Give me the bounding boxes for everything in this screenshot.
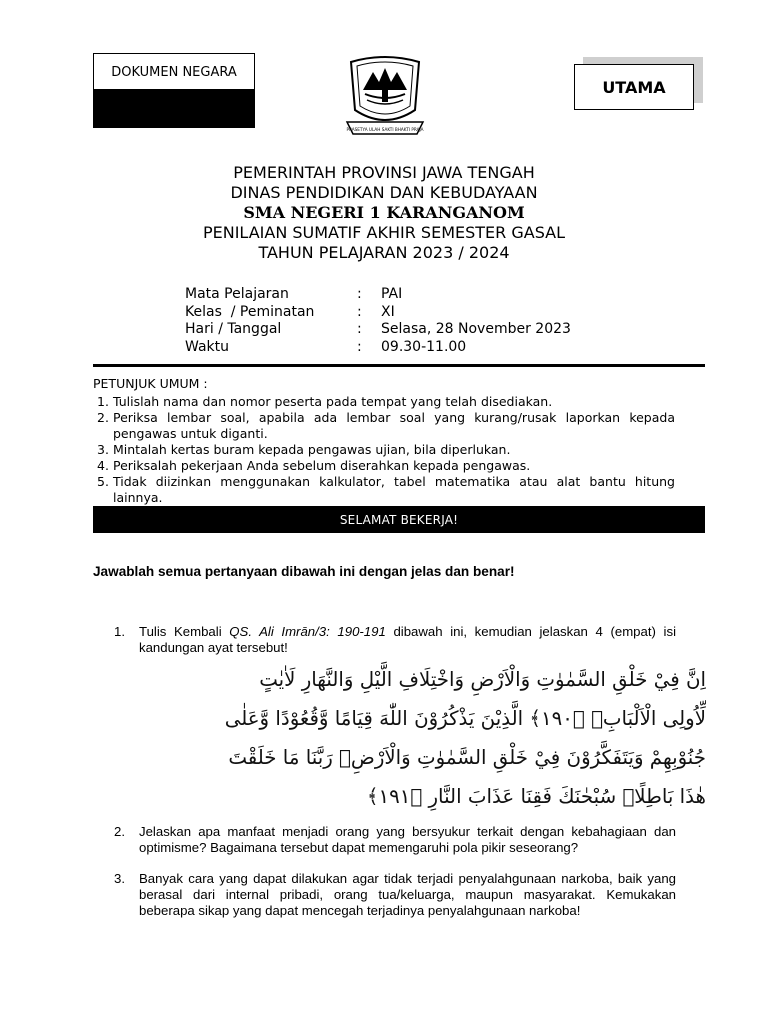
- instruction-number: 1.: [97, 394, 109, 409]
- instruction-item: [93, 394, 675, 410]
- verse-line: هٰذَا بَاطِلًاۚ سُبْحٰنَكَ فَقِنَا عَذَابَ النَّارِ ﴿١٩١﴾: [366, 785, 706, 808]
- question-number: 1.: [114, 624, 125, 639]
- meta-key: Waktu: [185, 338, 229, 355]
- instruction-number: 4.: [97, 458, 109, 473]
- instruction-item: [93, 442, 675, 458]
- exam-header: [0, 163, 768, 263]
- question-1-post: dibawah ini, kemudian jelaskan 4 (empat) isi kandungan ayat tersebut!: [139, 624, 676, 655]
- question-3: [114, 871, 676, 919]
- question-text: [139, 624, 676, 656]
- exam-meta: [185, 286, 571, 356]
- header-department: DINAS PENDIDIKAN DAN KEBUDAYAAN: [230, 183, 538, 202]
- question-text: Jelaskan apa manfaat menjadi orang yang bersyukur terkait dengan kebahagiaan dan optimisme? Bagaimana tersebut dapat memengaruhi pola pikir seseorang?: [139, 824, 676, 855]
- instructions-title: PETUNJUK UMUM :: [93, 376, 208, 391]
- logo-motto-text: PRASETYA ULAH SAKTI BHAKTI PRAJA: [346, 127, 424, 132]
- meta-value: 09.30-11.00: [381, 338, 467, 355]
- answer-instruction: Jawablah semua pertanyaan dibawah ini dengan jelas dan benar!: [93, 564, 515, 579]
- header-divider: [93, 364, 705, 367]
- meta-colon: :: [357, 321, 362, 337]
- instruction-text: Mintalah kertas buram kepada pengawas ujian, bila diperlukan.: [113, 442, 511, 457]
- instruction-text: Periksa lembar soal, apabila ada lembar soal yang kurang/rusak laporkan kepada pengawas untuk diganti.: [113, 410, 675, 441]
- document-classification-bar: [94, 89, 254, 127]
- province-seal-logo: [343, 50, 427, 140]
- header-government: PEMERINTAH PROVINSI JAWA TENGAH: [233, 163, 535, 182]
- question-text: Banyak cara yang dapat dilakukan agar tidak terjadi penyalahgunaan narkoba, baik yang berasal dari internal pribadi, orang tua/keluarga, maupun masyarakat. Kemukakan beberapa sikap yang dapat mencegah terjadinya penyalahgunaan narkoba!: [139, 871, 676, 918]
- quran-reference: QS. Ali Imrān/3: 190-191: [229, 624, 386, 639]
- instruction-item: [93, 410, 675, 442]
- utama-label: UTAMA: [574, 64, 694, 110]
- general-instructions: [93, 376, 675, 506]
- meta-value: XI: [381, 303, 395, 320]
- meta-row-subject: [185, 286, 571, 304]
- meta-value: PAI: [381, 286, 403, 302]
- meta-row-time: [185, 339, 571, 357]
- header-assessment: PENILAIAN SUMATIF AKHIR SEMESTER GASAL: [202, 223, 565, 242]
- header-school-name: SMA NEGERI 1 KARANGANOM: [243, 203, 525, 222]
- quran-verse-image: [182, 660, 706, 816]
- document-classification-label: DOKUMEN NEGARA: [111, 64, 237, 80]
- verse-line: لِّاُولِى الْاَلْبَابِۙ ﴿١٩٠﴾ الَّذِيْنَ يَذْكُرُوْنَ اللّٰهَ قِيَامًا وَّقُعُوْدًا وَّعَلٰى: [224, 707, 706, 730]
- meta-row-date: [185, 321, 571, 339]
- meta-colon: :: [357, 303, 362, 320]
- instruction-item: [93, 474, 675, 506]
- meta-value: Selasa, 28 November 2023: [381, 321, 571, 337]
- instruction-text: Tidak diizinkan menggunakan kalkulator, tabel matematika atau alat bantu hitung lainnya.: [113, 474, 675, 505]
- question-number: 2.: [114, 824, 125, 839]
- meta-key: Kelas / Peminatan: [185, 303, 315, 320]
- instruction-text: Periksalah pekerjaan Anda sebelum diserahkan kepada pengawas.: [113, 458, 531, 473]
- instruction-number: 3.: [97, 442, 109, 457]
- verse-line: اِنَّ فِيْ خَلْقِ السَّمٰوٰتِ وَالْاَرْضِ وَاخْتِلَافِ الَّيْلِ وَالنَّهَارِ لَاٰيٰتٍ: [259, 668, 706, 691]
- meta-key: Hari / Tanggal: [185, 321, 282, 337]
- instruction-text: Tulislah nama dan nomor peserta pada tempat yang telah disediakan.: [113, 394, 553, 409]
- instructions-list: [93, 394, 675, 506]
- meta-colon: :: [357, 286, 362, 302]
- meta-colon: :: [357, 338, 362, 355]
- instruction-number: 5.: [97, 474, 109, 489]
- instruction-item: [93, 458, 675, 474]
- question-number: 3.: [114, 871, 125, 886]
- header-academic-year: TAHUN PELAJARAN 2023 / 2024: [258, 243, 510, 262]
- meta-row-class: [185, 304, 571, 322]
- meta-key: Mata Pelajaran: [185, 286, 289, 302]
- question-1-pre: Tulis Kembali: [139, 624, 230, 639]
- good-luck-banner: SELAMAT BEKERJA!: [93, 506, 705, 533]
- question-2: [114, 824, 676, 856]
- instruction-number: 2.: [97, 410, 109, 425]
- question-1: [114, 624, 676, 656]
- document-classification-box: [93, 53, 255, 128]
- verse-line: جُنُوْبِهِمْ وَيَتَفَكَّرُوْنَ فِيْ خَلْقِ السَّمٰوٰتِ وَالْاَرْضِۚ رَبَّنَا مَا خَلَقْتَ: [228, 746, 706, 769]
